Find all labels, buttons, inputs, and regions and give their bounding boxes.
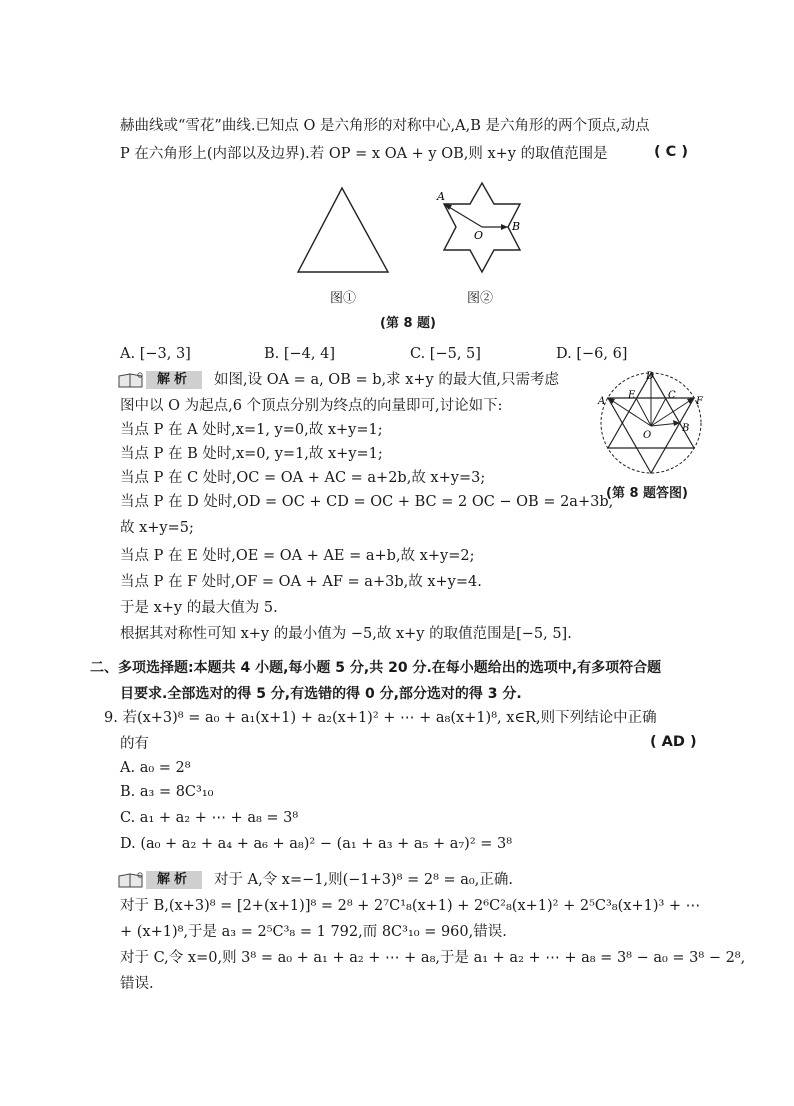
figure-2-label: 图② (467, 291, 494, 306)
fig2-label-B: B (512, 220, 521, 233)
answer-figure-star-circle (596, 368, 706, 478)
analysis-badge-2 (118, 870, 204, 890)
analysis-badge (118, 370, 204, 390)
q9-option-a: A. a₀ = 2⁸ (120, 760, 191, 776)
answer-figure-caption: (第 8 题答图) (606, 486, 688, 501)
figure-2-hexagram (432, 180, 532, 282)
q9-answer: ( AD ) (650, 734, 697, 750)
q9-option-c: C. a₁ + a₂ + ⋯ + a₈ = 3⁸ (120, 810, 299, 826)
section-2-heading-line-1: 二、多项选择题:本题共 4 小题,每小题 5 分,共 20 分.在每小题给出的选项中,有多项符合题 (90, 660, 662, 676)
q8-solution-line-6: 当点 P 在 D 处时,OD = OC + CD = OC + BC = 2 OC − OB = 2a+3b, (120, 494, 614, 510)
q8-option-b: B. [−4, 4] (264, 346, 336, 362)
figure-1-triangle (294, 186, 390, 276)
q9-solution-line-4: 对于 C,令 x=0,则 3⁸ = a₀ + a₁ + a₂ + ⋯ + a₈,于是 a₁ + a₂ + ⋯ + a₈ = 3⁸ − a₀ = 3⁸ − 2⁸, (120, 950, 746, 966)
intro-line-2: P 在六角形上(内部以及边界).若 OP = x OA + y OB,则 x+y 的取值范围是 (120, 146, 608, 162)
ansfig-label-E: E (628, 390, 636, 401)
q8-solution-line-2: 图中以 O 为起点,6 个顶点分别为终点的向量即可,讨论如下: (120, 398, 503, 414)
q9-stem-line-2: 的有 (120, 736, 149, 752)
fig2-label-O: O (474, 229, 484, 242)
ansfig-label-O: O (643, 430, 652, 441)
q9-solution-line-5: 错误. (120, 976, 154, 992)
q8-solution-line-1 (118, 370, 559, 390)
q8-option-c: C. [−5, 5] (410, 346, 481, 362)
q9-option-d: D. (a₀ + a₂ + a₄ + a₆ + a₈)² − (a₁ + a₃ + a₅ + a₇)² = 3⁸ (120, 836, 513, 852)
ansfig-label-B: B (682, 423, 690, 434)
figure-8-caption: (第 8 题) (380, 316, 436, 331)
figure-1-label: 图① (330, 291, 357, 306)
q8-solution-line-8: 当点 P 在 E 处时,OE = OA + AE = a+b,故 x+y=2; (120, 548, 475, 564)
q8-solution-text-1: 如图,设 OA = a, OB = b,求 x+y 的最大值,只需考虑 (214, 372, 559, 388)
ansfig-label-D: D (646, 371, 655, 382)
q9-option-b: B. a₃ = 8C³₁₀ (120, 784, 214, 800)
q8-solution-line-9: 当点 P 在 F 处时,OF = OA + AF = a+3b,故 x+y=4. (120, 574, 482, 590)
q8-solution-line-3: 当点 P 在 A 处时,x=1, y=0,故 x+y=1; (120, 422, 383, 438)
q8-answer: ( C ) (654, 144, 688, 160)
q8-solution-line-4: 当点 P 在 B 处时,x=0, y=1,故 x+y=1; (120, 446, 383, 462)
book-icon (118, 372, 144, 388)
ansfig-label-A: A (598, 396, 606, 407)
q9-solution-text-1: 对于 A,令 x=−1,则(−1+3)⁸ = 2⁸ = a₀,正确. (214, 872, 513, 888)
analysis-badge-label: 解析 (146, 371, 202, 389)
ansfig-label-F: F (696, 396, 703, 407)
fig2-label-A: A (437, 190, 445, 203)
ansfig-label-C: C (668, 390, 676, 401)
q9-stem-line-1: 9. 若(x+3)⁸ = a₀ + a₁(x+1) + a₂(x+1)² + ⋯ + a₈(x+1)⁸, x∈R,则下列结论中正确 (104, 710, 657, 726)
q8-solution-line-7: 故 x+y=5; (120, 520, 194, 536)
q8-option-a: A. [−3, 3] (120, 346, 191, 362)
q8-solution-line-11: 根据其对称性可知 x+y 的最小值为 −5,故 x+y 的取值范围是[−5, 5]. (120, 626, 572, 642)
q9-solution-line-2: 对于 B,(x+3)⁸ = [2+(x+1)]⁸ = 2⁸ + 2⁷C¹₈(x+1) + 2⁶C²₈(x+1)² + 2⁵C³₈(x+1)³ + ⋯ (120, 898, 701, 914)
q8-solution-line-5: 当点 P 在 C 处时,OC = OA + AC = a+2b,故 x+y=3; (120, 470, 486, 486)
q9-solution-line-1 (118, 870, 513, 890)
book-icon (118, 872, 144, 888)
intro-line-1: 赫曲线或“雪花”曲线.已知点 O 是六角形的对称中心,A,B 是六角形的两个顶点,动点 (120, 118, 650, 134)
q8-option-d: D. [−6, 6] (556, 346, 628, 362)
analysis-badge-label-2: 解析 (146, 871, 202, 889)
q8-solution-line-10: 于是 x+y 的最大值为 5. (120, 600, 278, 616)
q9-solution-line-3: + (x+1)⁸,于是 a₃ = 2⁵C³₈ = 1 792,而 8C³₁₀ = 960,错误. (120, 924, 507, 940)
section-2-heading-line-2: 目要求.全部选对的得 5 分,有选错的得 0 分,部分选对的得 3 分. (120, 686, 522, 702)
